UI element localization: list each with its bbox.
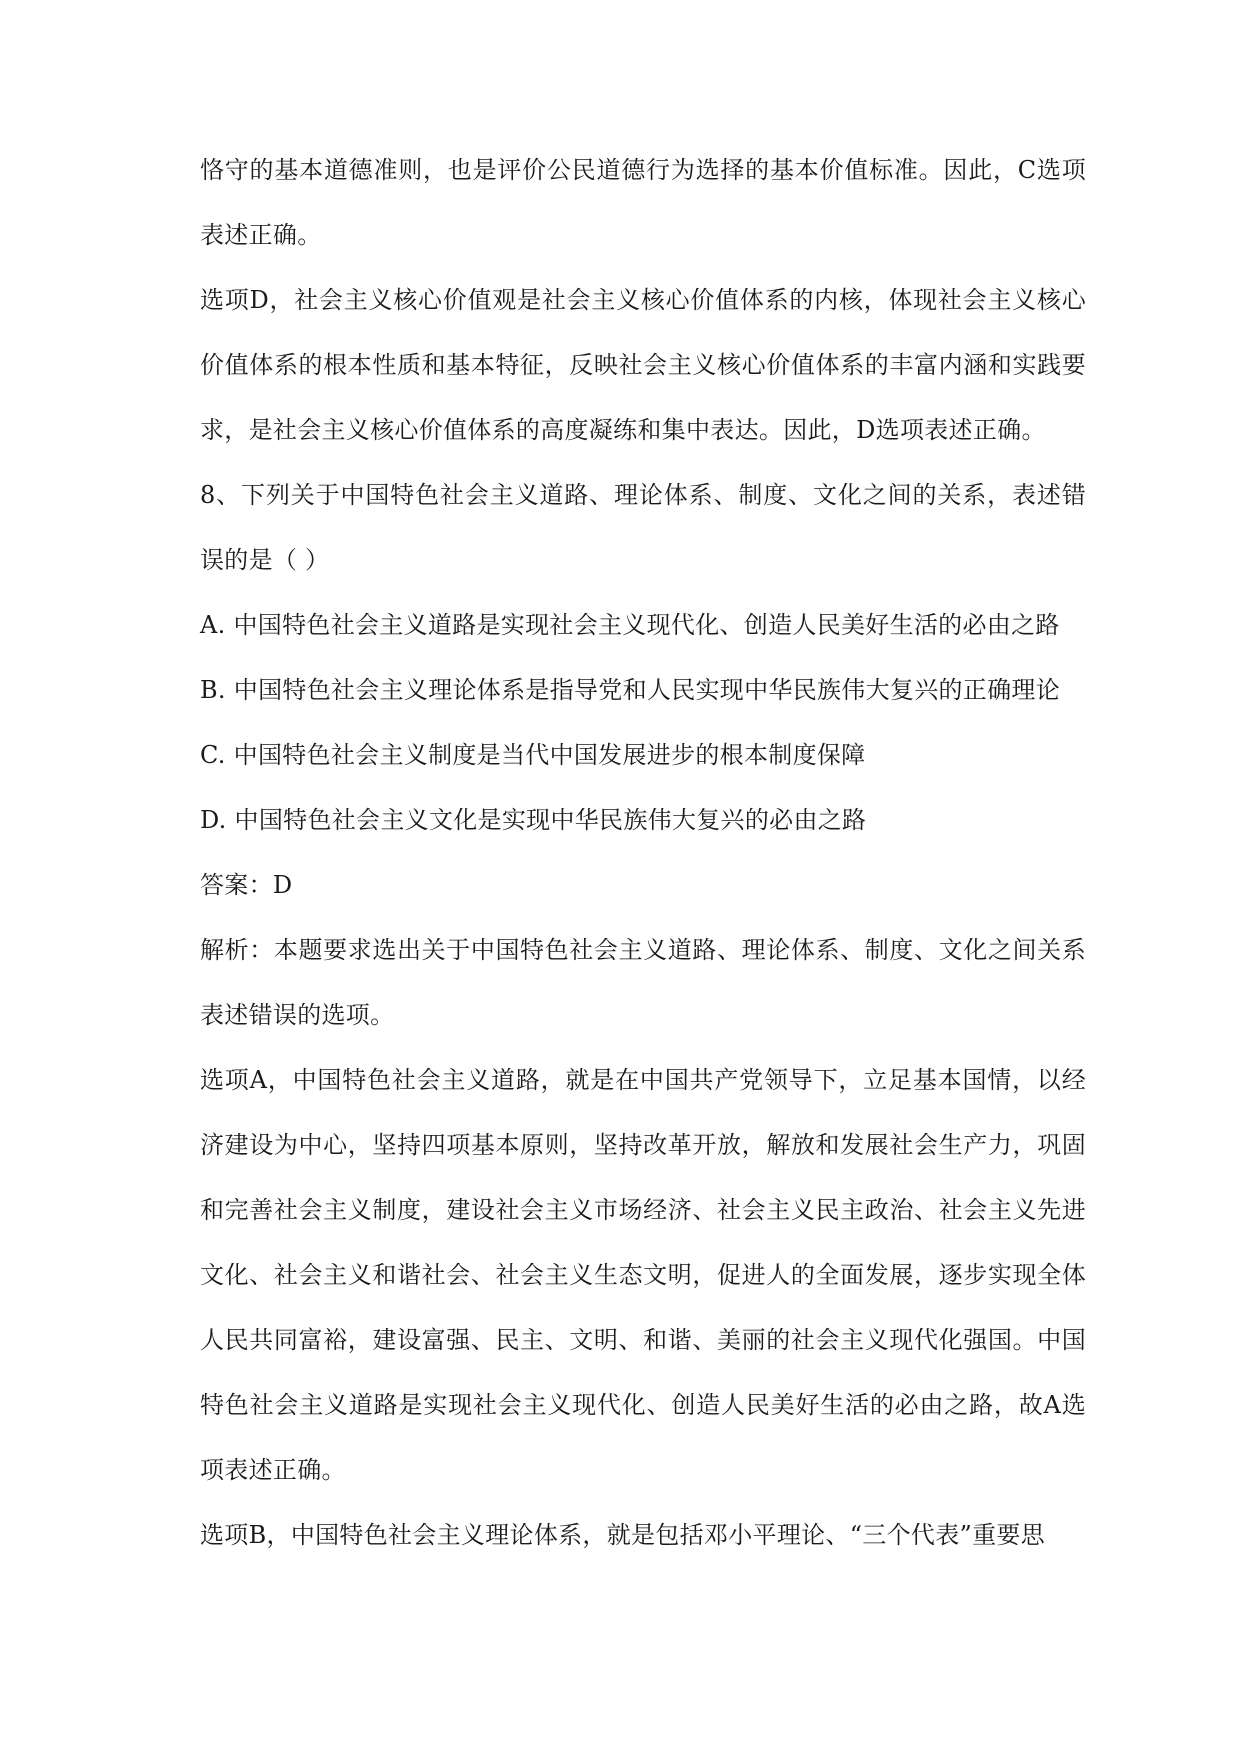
question-8-answer: 答案：D xyxy=(200,871,293,899)
paragraph-c-conclusion: 恪守的基本道德准则，也是评价公民道德行为选择的基本价值标准。因此，C选项表述正确。 xyxy=(200,156,1086,249)
document-body xyxy=(200,138,1086,1568)
question-8-option-d: D. 中国特色社会主义文化是实现中华民族伟大复兴的必由之路 xyxy=(200,806,867,834)
question-8-option-b: B. 中国特色社会主义理论体系是指导党和人民实现中华民族伟大复兴的正确理论 xyxy=(200,676,1060,704)
paragraph-option-b-analysis: 选项B，中国特色社会主义理论体系，就是包括邓小平理论、“三个代表”重要思 xyxy=(200,1521,1045,1549)
question-8-option-c: C. 中国特色社会主义制度是当代中国发展进步的根本制度保障 xyxy=(200,741,866,769)
paragraph-option-a-analysis: 选项A，中国特色社会主义道路，就是在中国共产党领导下，立足基本国情，以经济建设为中心，坚持四项基本原则，坚持改革开放，解放和发展社会生产力，巩固和完善社会主义制度，建设社会主义市场经济、社会主义民主政治、社会主义先进文化、社会主义和谐社会、社会主义生态文明，促进人的全面发展，逐步实现全体人民共同富裕，建设富强、民主、文明、和谐、美丽的社会主义现代化强国。中国特色社会主义道路是实现社会主义现代化、创造人民美好生活的必由之路，故A选项表述正确。 xyxy=(200,1066,1086,1484)
question-8-option-a: A. 中国特色社会主义道路是实现社会主义现代化、创造人民美好生活的必由之路 xyxy=(200,611,1060,639)
paragraph-option-d-analysis: 选项D，社会主义核心价值观是社会主义核心价值体系的内核，体现社会主义核心价值体系的根本性质和基本特征，反映社会主义核心价值体系的丰富内涵和实践要求，是社会主义核心价值体系的高度凝练和集中表达。因此，D选项表述正确。 xyxy=(200,286,1086,444)
question-8-stem: 8、下列关于中国特色社会主义道路、理论体系、制度、文化之间的关系，表述错误的是（ ） xyxy=(200,481,1086,574)
question-8-explanation: 解析：本题要求选出关于中国特色社会主义道路、理论体系、制度、文化之间关系表述错误的选项。 xyxy=(200,936,1086,1029)
